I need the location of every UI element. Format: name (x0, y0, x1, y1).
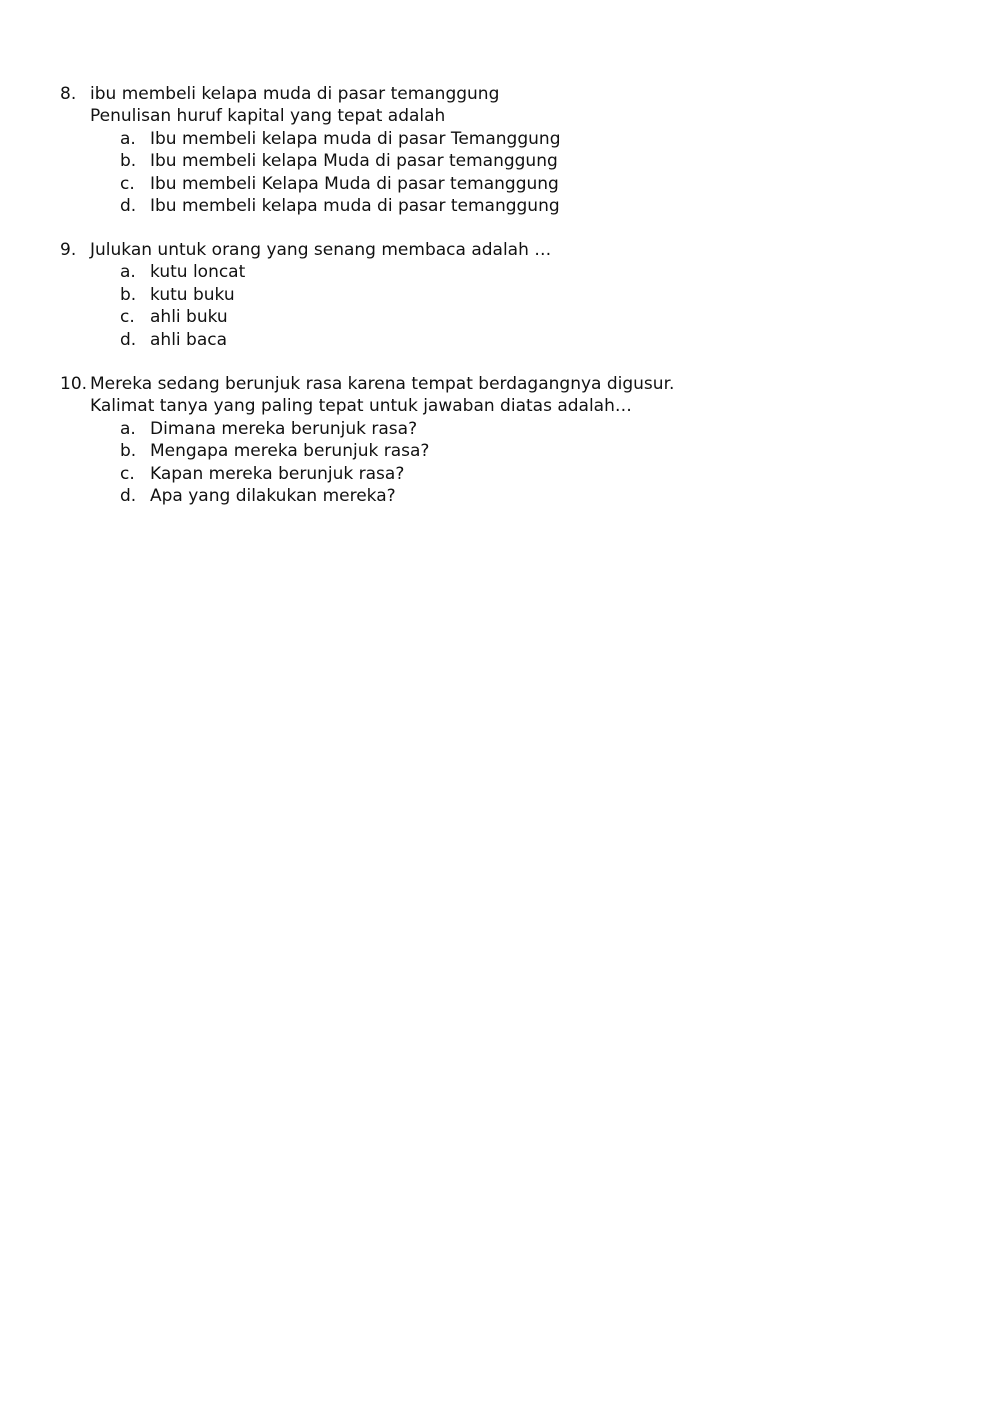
option-text: Ibu membeli kelapa Muda di pasar temanggung (150, 151, 558, 172)
option-b[interactable] (60, 440, 960, 462)
option-text: Dimana mereka berunjuk rasa? (150, 418, 418, 439)
question-subtext: Kalimat tanya yang paling tepat untuk jawaban diatas adalah… (90, 396, 632, 417)
option-c[interactable] (60, 463, 960, 485)
question-8 (60, 83, 960, 217)
option-text: ahli buku (150, 307, 228, 328)
option-label: a. (120, 262, 136, 283)
option-text: Ibu membeli kelapa muda di pasar Temanggung (150, 128, 561, 149)
option-label: d. (120, 329, 137, 350)
question-text: Mereka sedang berunjuk rasa karena tempat berdagangnya digusur. (90, 374, 675, 394)
question-number: 8. (60, 84, 77, 104)
option-text: ahli baca (150, 329, 228, 350)
option-c[interactable] (60, 173, 960, 195)
option-d[interactable] (60, 485, 960, 507)
option-label: a. (120, 418, 136, 439)
option-label: b. (120, 284, 137, 305)
option-label: b. (120, 151, 137, 172)
option-a[interactable] (60, 418, 960, 440)
question-number: 10. (60, 374, 88, 394)
option-a[interactable] (60, 128, 960, 150)
option-text: kutu loncat (150, 262, 246, 283)
option-label: a. (120, 128, 136, 149)
option-text: Apa yang dilakukan mereka? (150, 485, 396, 506)
option-label: b. (120, 441, 137, 462)
option-text: Ibu membeli Kelapa Muda di pasar temanggung (150, 173, 559, 194)
option-label: c. (120, 173, 135, 194)
option-label: c. (120, 463, 135, 484)
question-stem (60, 373, 960, 395)
question-9 (60, 239, 960, 351)
option-d[interactable] (60, 329, 960, 351)
option-text: kutu buku (150, 284, 235, 305)
question-stem (60, 239, 960, 261)
option-text: Kapan mereka berunjuk rasa? (150, 463, 405, 484)
question-text: ibu membeli kelapa muda di pasar temanggung (90, 84, 500, 104)
question-10 (60, 373, 960, 507)
option-a[interactable] (60, 261, 960, 283)
option-c[interactable] (60, 306, 960, 328)
question-number: 9. (60, 240, 77, 260)
question-stem (60, 83, 960, 105)
option-label: d. (120, 485, 137, 506)
question-subtext: Penulisan huruf kapital yang tepat adalah (90, 106, 446, 127)
option-text: Ibu membeli kelapa muda di pasar temanggung (150, 195, 560, 216)
option-b[interactable] (60, 284, 960, 306)
option-label: d. (120, 195, 137, 216)
option-b[interactable] (60, 150, 960, 172)
option-d[interactable] (60, 195, 960, 217)
option-text: Mengapa mereka berunjuk rasa? (150, 441, 430, 462)
option-label: c. (120, 307, 135, 328)
question-text: Julukan untuk orang yang senang membaca adalah … (90, 240, 552, 260)
